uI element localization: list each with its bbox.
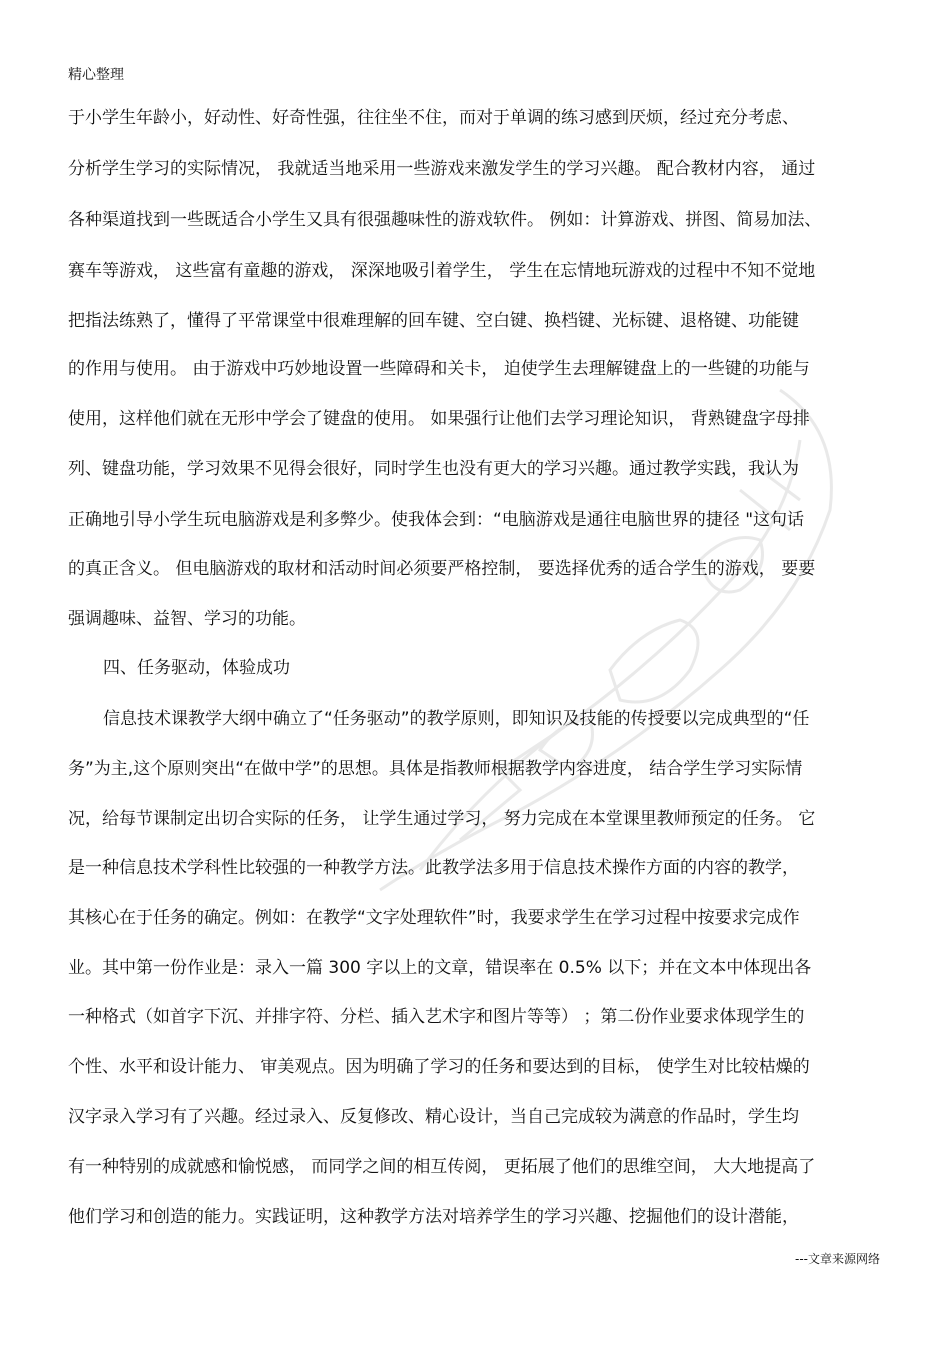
text-line: 赛车等游戏， 这些富有童趣的游戏， 深深地吸引着学生， 学生在忘情地玩游戏的过程中不知不觉地 (68, 261, 816, 281)
text-line: 于小学生年龄小，好动性、好奇性强，往往坐不住，而对于单调的练习感到厌烦，经过充分考虑、 (68, 108, 799, 128)
text-line: 使用，这样他们就在无形中学会了键盘的使用。 如果强行让他们去学习理论知识， 背熟键盘字母排 (68, 409, 810, 429)
text-line: 业。其中第一份作业是：录入一篇 300 字以上的文章，错误率在 0.5% 以下；并在文本中体现出各 (68, 958, 812, 978)
text-line: 他们学习和创造的能力。实践证明，这种教学方法对培养学生的学习兴趣、挖掘他们的设计潜能， (68, 1207, 799, 1227)
text-line: 列、键盘功能，学习效果不见得会很好，同时学生也没有更大的学习兴趣。通过教学实践，我认为 (68, 459, 799, 479)
text-line: 一种格式（如首字下沉、并排字符、分栏、插入艺术字和图片等等） ；第二份作业要求体现学生的 (68, 1007, 805, 1027)
text-line: 的真正含义。 但电脑游戏的取材和活动时间必须要严格控制， 要选择优秀的适合学生的游戏， 要要 (68, 559, 816, 579)
text-line: 正确地引导小学生玩电脑游戏是利多弊少。使我体会到：“电脑游戏是通往电脑世界的捷径 "这句话 (68, 510, 805, 530)
footer-source: ---文章来源网络 (795, 1252, 880, 1266)
section-heading: 四、任务驱动，体验成功 (103, 658, 290, 678)
text-line: 的作用与使用。 由于游戏中巧妙地设置一些障碍和关卡， 迫使学生去理解键盘上的一些键的功能与 (68, 359, 810, 379)
text-line: 况，给每节课制定出切合实际的任务， 让学生通过学习， 努力完成在本堂课里教师预定的任务。 它 (68, 809, 816, 829)
text-line: 是一种信息技术学科性比较强的一种教学方法。此教学法多用于信息技术操作方面的内容的教学， (68, 858, 799, 878)
text-line: 各种渠道找到一些既适合小学生又具有很强趣味性的游戏软件。 例如：计算游戏、拼图、简易加法、 (68, 210, 822, 230)
text-line: 汉字录入学习有了兴趣。经过录入、反复修改、精心设计，当自己完成较为满意的作品时，学生均 (68, 1107, 799, 1127)
text-line: 有一种特别的成就感和愉悦感， 而同学之间的相互传阅， 更拓展了他们的思维空间， 大大地提高了 (68, 1157, 816, 1177)
text-line: 务”为主,这个原则突出“在做中学”的思想。具体是指教师根据教学内容进度， 结合学生学习实际情 (68, 759, 803, 779)
text-line: 其核心在于任务的确定。例如：在教学“文字处理软件”时，我要求学生在学习过程中按要求完成作 (68, 908, 800, 928)
text-line: 强调趣味、益智、学习的功能。 (68, 609, 306, 629)
text-line: 信息技术课教学大纲中确立了“任务驱动”的教学原则，即知识及技能的传授要以完成典型的“任 (103, 709, 810, 729)
text-line: 把指法练熟了，懂得了平常课堂中很难理解的回车键、空白键、换档键、光标键、退格键、功能键 (68, 311, 799, 331)
text-line: 个性、水平和设计能力、 审美观点。因为明确了学习的任务和要达到的目标， 使学生对比较枯燥的 (68, 1057, 810, 1077)
text-line: 分析学生学习的实际情况， 我就适当地采用一些游戏来激发学生的学习兴趣。 配合教材内容， 通过 (68, 159, 816, 179)
page-header-title: 精心整理 (68, 67, 124, 83)
